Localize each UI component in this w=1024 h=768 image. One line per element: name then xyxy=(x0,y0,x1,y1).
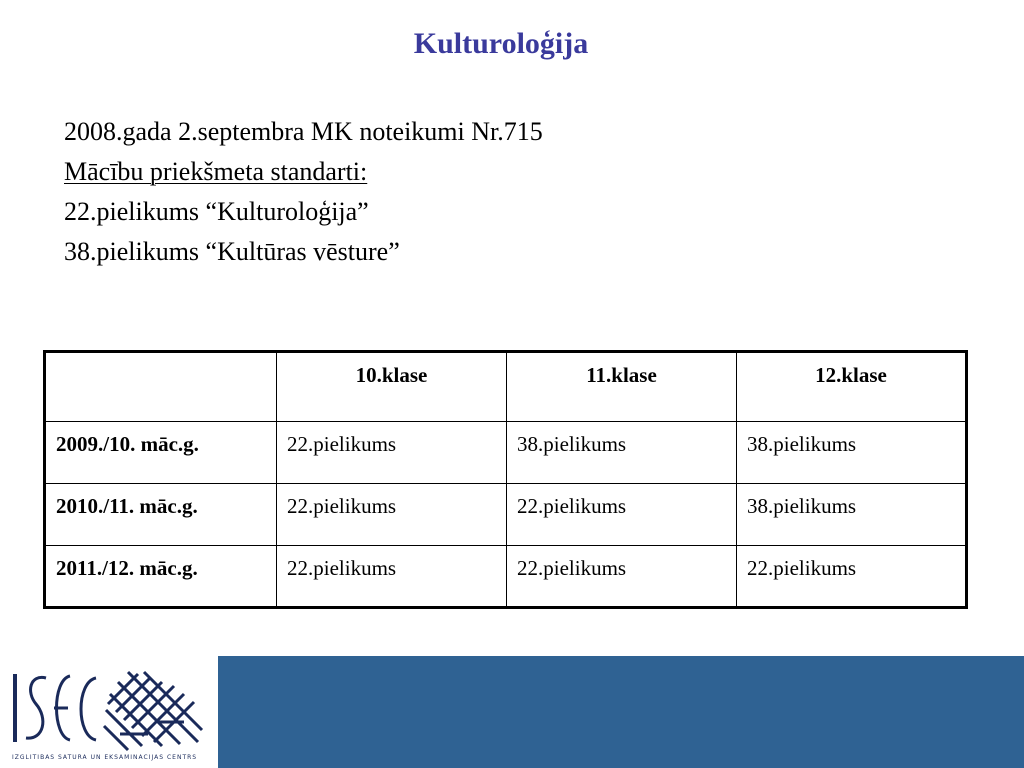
table-header-row xyxy=(45,352,967,422)
table-cell: 22.pielikums xyxy=(277,484,507,546)
table-cell: 22.pielikums xyxy=(277,422,507,484)
school-year-cell: 2009./10. māc.g. xyxy=(45,422,277,484)
regulation-line: 2008.gada 2.septembra MK noteikumi Nr.715 xyxy=(64,117,543,146)
table-cell: 22.pielikums xyxy=(737,546,967,608)
table-cell: 22.pielikums xyxy=(507,546,737,608)
slide-title: Kulturoloģija xyxy=(413,27,589,60)
table-header-cell: 12.klase xyxy=(737,352,967,422)
table-row xyxy=(45,546,967,608)
table-cell: 38.pielikums xyxy=(737,422,967,484)
table-header-empty xyxy=(45,352,277,422)
isec-logo xyxy=(0,656,218,768)
table-cell: 38.pielikums xyxy=(737,484,967,546)
annex-22-line: 22.pielikums “Kulturoloģija” xyxy=(64,197,369,226)
table-cell: 22.pielikums xyxy=(277,546,507,608)
annex-38-line: 38.pielikums “Kultūras vēsture” xyxy=(64,237,400,266)
standards-heading: Mācību priekšmeta standarti: xyxy=(64,157,368,186)
table-header-cell: 10.klase xyxy=(277,352,507,422)
intro-text-block xyxy=(64,112,543,272)
table-header-cell: 11.klase xyxy=(507,352,737,422)
isec-tagline: IZGLĪTĪBAS SATURA UN EKSAMINĀCIJAS CENTRS xyxy=(12,754,198,761)
table-cell: 38.pielikums xyxy=(507,422,737,484)
table-row xyxy=(45,484,967,546)
school-year-cell: 2010./11. māc.g. xyxy=(45,484,277,546)
table-row xyxy=(45,422,967,484)
curriculum-table xyxy=(43,350,968,609)
school-year-cell: 2011./12. māc.g. xyxy=(45,546,277,608)
isec-logo-icon xyxy=(8,664,210,752)
table-cell: 22.pielikums xyxy=(507,484,737,546)
